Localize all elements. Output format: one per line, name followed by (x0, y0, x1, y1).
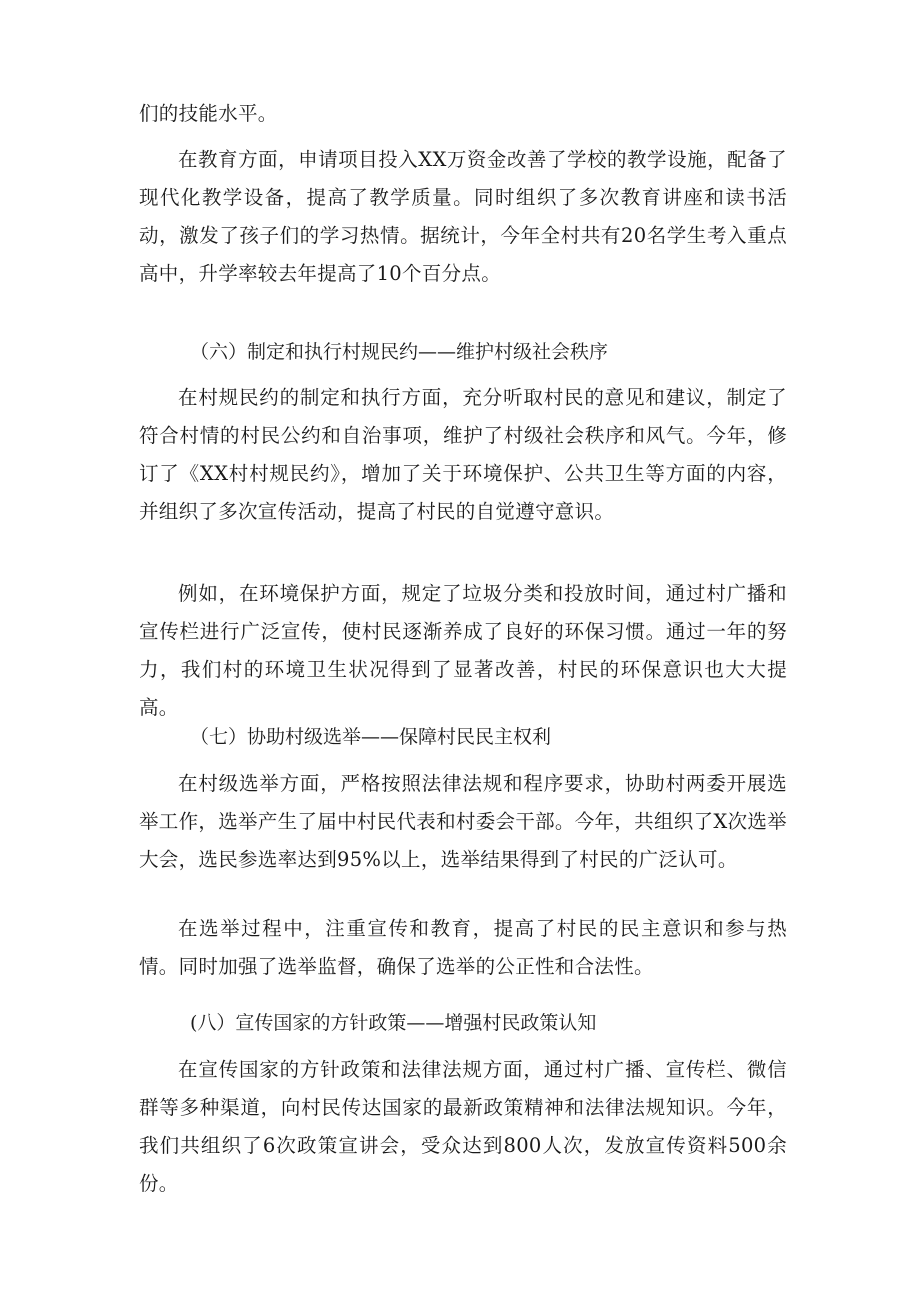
section-heading-6: （六）制定和执行村规民约——维护村级社会秩序 (190, 341, 609, 363)
paragraph-skills-continuation: 们的技能水平。 (139, 102, 278, 125)
paragraph-village-rules: 在村规民约的制定和执行方面，充分听取村民的意见和建议，制定了符合村情的村民公约和自治事项，维护了村级社会秩序和风气。今年，修订了《XX村村规民约》，增加了关于环境保护、公共卫生等方面的内容，并组织了多次宣传活动，提高了村民的自觉遵守意识。 (139, 386, 787, 523)
paragraph-environment-example: 例如，在环境保护方面，规定了垃圾分类和投放时间，通过村广播和宣传栏进行广泛宣传，使村民逐渐养成了良好的环保习惯。通过一年的努力，我们村的环境卫生状况得到了显著改善，村民的环保意识也大大提高。 (139, 582, 787, 719)
paragraph-education: 在教育方面，申请项目投入XX万资金改善了学校的教学设施，配备了现代化教学设备，提高了教学质量。同时组织了多次教育讲座和读书活动，激发了孩子们的学习热情。据统计，今年全村共有20名学生考入重点高中，升学率较去年提高了10个百分点。 (139, 148, 787, 285)
paragraph-election-process: 在选举过程中，注重宣传和教育，提高了村民的民主意识和参与热情。同时加强了选举监督，确保了选举的公正性和合法性。 (139, 917, 787, 978)
section-heading-8: (八）宣传国家的方针政策——增强村民政策认知 (190, 1012, 597, 1034)
section-heading-7: （七）协助村级选举——保障村民民主权利 (190, 726, 552, 748)
paragraph-policy-promotion: 在宣传国家的方针政策和法律法规方面，通过村广播、宣传栏、微信群等多种渠道，向村民传达国家的最新政策精神和法律法规知识。今年，我们共组织了6次政策宣讲会，受众达到800人次，发放宣传资料500余份。 (139, 1058, 787, 1195)
paragraph-elections: 在村级选举方面，严格按照法律法规和程序要求，协助村两委开展选举工作，选举产生了届中村民代表和村委会干部。今年，共组织了X次选举大会，选民参选率达到95%以上，选举结果得到了村民的广泛认可。 (139, 772, 787, 871)
